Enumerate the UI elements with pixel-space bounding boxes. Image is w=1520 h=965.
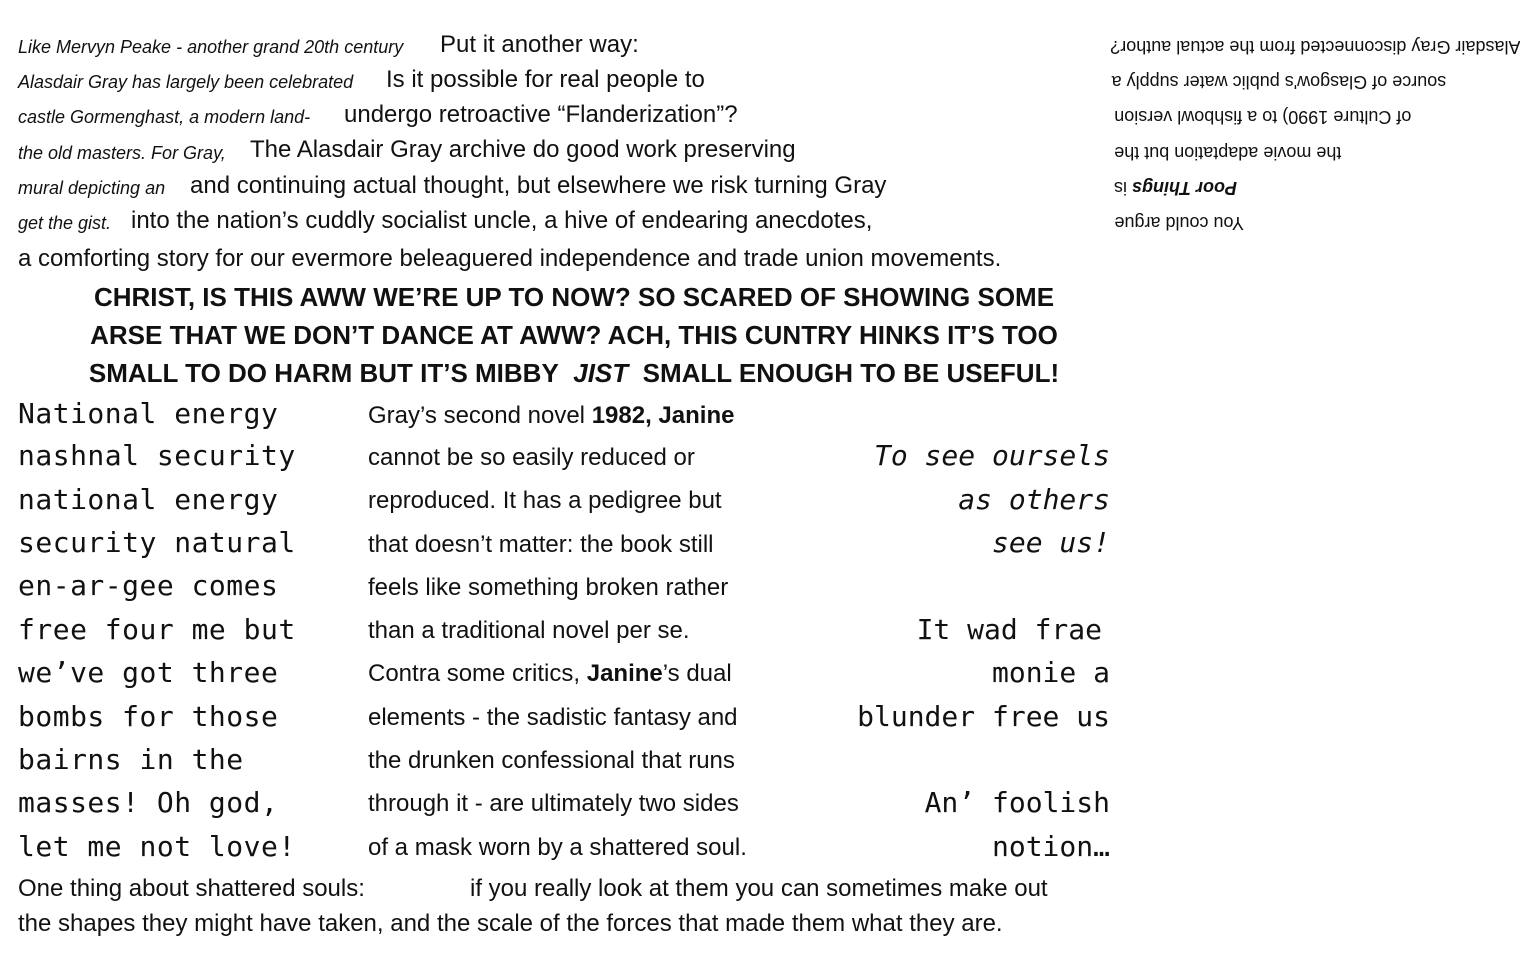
left-italic-line-2: Alasdair Gray has largely been celebrated — [18, 72, 354, 92]
middle-line-2: Is it possible for real people to — [386, 66, 705, 93]
prose-text: Contra some critics, — [368, 660, 581, 687]
caps-line-3 — [0, 354, 1148, 392]
left-italic-line-5: mural depicting an — [18, 178, 166, 198]
verse-line: monie a — [991, 656, 1110, 689]
left-italic-line-4: the old masters. For Gray, — [18, 143, 226, 163]
prose-line: of a mask worn by a shattered soul. — [368, 834, 747, 861]
caps-line-2: ARSE THAT WE DON’T DANCE AT AWW? ACH, THIS CUNTRY HINKS IT’S TOO — [90, 320, 1058, 350]
middle-line-4: The Alasdair Gray archive do good work preserving — [250, 136, 796, 163]
mono-line: free four me but — [18, 613, 296, 646]
caps-line-3-end: SMALL ENOUGH TO BE USEFUL! — [642, 358, 1060, 388]
upside-down-line-1: Alasdair Gray disconnected from the actual author? — [1110, 37, 1520, 57]
book-title: 1982, Janine — [591, 402, 735, 429]
prose-text: ’s dual — [662, 660, 732, 687]
middle-line-1: Put it another way: — [440, 31, 639, 58]
verse-line: blunder free us — [857, 700, 1110, 733]
mono-line: masses! Oh god, — [18, 786, 279, 819]
middle-line-6: into the nation’s cuddly socialist uncle, a hive of endearing anecdotes, — [131, 207, 873, 234]
verse-line: notion… — [991, 830, 1110, 863]
mono-line: National energy — [18, 397, 279, 430]
prose-line: reproduced. It has a pedigree but — [368, 487, 722, 514]
verse-line: as others — [958, 483, 1110, 516]
prose-line: through it - are ultimately two sides — [368, 790, 739, 817]
mono-line: bombs for those — [18, 700, 279, 733]
prose-line-7 — [368, 662, 732, 686]
prose-line: elements - the sadistic fantasy and — [368, 704, 738, 731]
caps-line-1: CHRIST, IS THIS AWW WE’RE UP TO NOW? SO SCARED OF SHOWING SOME — [93, 282, 1055, 312]
upside-down-line-6: You could argue — [1114, 213, 1244, 233]
left-italic-line-3: castle Gormenghast, a modern land- — [18, 107, 311, 127]
upside-down-line-5-rest: is — [1114, 178, 1132, 198]
prose-line: feels like something broken rather — [368, 574, 729, 601]
closing-line-1-end: if you really look at them you can sometimes make out — [470, 875, 1048, 902]
upside-down-book-title: Poor Things — [1132, 178, 1237, 198]
prose-line: cannot be so easily reduced or — [368, 444, 695, 471]
caps-emphasis: JIST — [573, 358, 629, 388]
caps-line-3-start: SMALL TO DO HARM BUT IT’S MIBBY — [88, 358, 559, 388]
prose-line: than a traditional novel per se. — [368, 617, 690, 644]
mono-line: we’ve got three — [18, 656, 279, 689]
mono-line: nashnal security — [18, 439, 296, 472]
prose-line: the drunken confessional that runs — [368, 747, 735, 774]
prose-line: that doesn’t matter: the book still — [368, 531, 714, 558]
verse-line: see us! — [991, 526, 1110, 559]
left-italic-line-6: get the gist. — [18, 213, 112, 233]
verse-line: It wad frae — [916, 613, 1102, 646]
verse-line: To see oursels — [873, 439, 1110, 472]
prose-line-1 — [368, 404, 734, 428]
upside-down-line-4: the movie adaptation but the — [1114, 143, 1342, 163]
upside-down-line-2: source of Glasgow's public water supply a — [1112, 72, 1447, 92]
prose-text: Gray’s second novel — [368, 402, 586, 429]
closing-line-1-start: One thing about shattered souls: — [18, 875, 365, 902]
verse-line: An’ foolish — [924, 786, 1110, 819]
mono-line: let me not love! — [18, 830, 296, 863]
closing-line-2: the shapes they might have taken, and the scale of the forces that made them what they are. — [18, 910, 1003, 937]
upside-down-line-5 — [1114, 179, 1237, 197]
mono-line: national energy — [18, 483, 279, 516]
book-title: Janine — [586, 660, 663, 687]
middle-line-3: undergo retroactive “Flanderization”? — [344, 101, 738, 128]
mono-line: bairns in the — [18, 743, 244, 776]
mono-line: en-ar-gee comes — [18, 569, 279, 602]
upside-down-line-3: of Culture 1990) to a fishbowl version — [1114, 107, 1412, 127]
mono-line: security natural — [18, 526, 296, 559]
full-width-line: a comforting story for our evermore beleaguered independence and trade union movements. — [18, 245, 1002, 272]
left-italic-line-1: Like Mervyn Peake - another grand 20th century — [18, 37, 404, 57]
middle-line-5: and continuing actual thought, but elsewhere we risk turning Gray — [190, 172, 887, 199]
